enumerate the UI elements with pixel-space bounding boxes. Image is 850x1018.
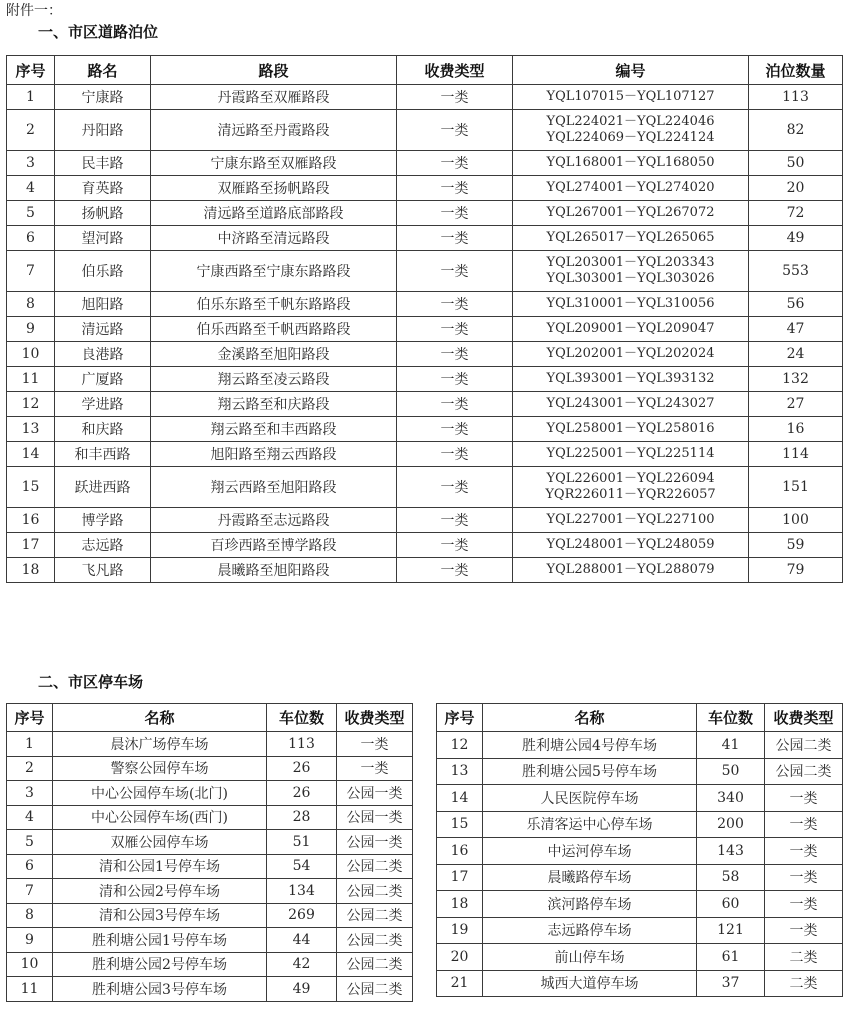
header-spaces: 车位数 <box>697 704 765 732</box>
header-spaces: 车位数 <box>267 704 337 732</box>
road-segment: 翔云路至和庆路段 <box>151 392 397 417</box>
fee-type: 一类 <box>765 785 843 812</box>
row-number: 4 <box>7 805 53 830</box>
row-number: 2 <box>7 110 55 151</box>
road-segment: 晨曦路至旭阳路段 <box>151 558 397 583</box>
road-segment: 翔云西路至旭阳路段 <box>151 467 397 508</box>
code-line: YQL107015－YQL107127 <box>546 89 715 104</box>
lot-name: 胜利塘公园2号停车场 <box>53 952 267 977</box>
road-name: 良港路 <box>55 342 151 367</box>
header-count: 泊位数量 <box>749 56 843 85</box>
row-number: 15 <box>437 811 483 838</box>
row-number: 19 <box>437 917 483 944</box>
parking-code-range <box>513 467 749 508</box>
parking-code-range <box>513 292 749 317</box>
row-number: 17 <box>7 533 55 558</box>
lot-name: 警察公园停车场 <box>53 756 267 781</box>
parking-code-range <box>513 226 749 251</box>
row-number: 3 <box>7 151 55 176</box>
road-parking-table <box>6 55 843 583</box>
code-line: YQL225001－YQL225114 <box>546 446 715 461</box>
parking-code-range <box>513 251 749 292</box>
lot-name: 中心公园停车场(西门) <box>53 805 267 830</box>
header-no: 序号 <box>7 56 55 85</box>
fee-type: 公园一类 <box>337 805 413 830</box>
fee-type: 一类 <box>397 317 513 342</box>
header-no: 序号 <box>7 704 53 732</box>
attachment-label: 附件一： <box>6 3 62 19</box>
code-line: YQL203001－YQL203343 <box>546 255 715 270</box>
road-name: 清远路 <box>55 317 151 342</box>
space-count: 49 <box>749 226 843 251</box>
code-line: YQL265017－YQL265065 <box>546 230 715 245</box>
road-section-title: 一、市区道路泊位 <box>38 23 159 41</box>
parking-code-range <box>513 508 749 533</box>
road-name: 育英路 <box>55 176 151 201</box>
fee-type: 公园一类 <box>337 830 413 855</box>
code-line: YQL168001－YQL168050 <box>546 155 715 170</box>
road-segment: 旭阳路至翔云西路段 <box>151 442 397 467</box>
table-row <box>7 367 843 392</box>
space-count: 24 <box>749 342 843 367</box>
lot-name: 晨曦路停车场 <box>483 864 697 891</box>
lot-name: 清和公园3号停车场 <box>53 903 267 928</box>
code-line: YQL224021－YQL224046 <box>546 114 715 129</box>
row-number: 12 <box>437 732 483 759</box>
space-count: 37 <box>697 970 765 997</box>
space-count: 134 <box>267 879 337 904</box>
space-count: 132 <box>749 367 843 392</box>
road-segment: 中济路至清远路段 <box>151 226 397 251</box>
header-name: 名称 <box>53 704 267 732</box>
space-count: 340 <box>697 785 765 812</box>
row-number: 3 <box>7 781 53 806</box>
code-line: YQR226011－YQR226057 <box>545 487 716 502</box>
space-count: 54 <box>267 854 337 879</box>
space-count: 26 <box>267 781 337 806</box>
lot-name: 中心公园停车场(北门) <box>53 781 267 806</box>
row-number: 12 <box>7 392 55 417</box>
row-number: 2 <box>7 756 53 781</box>
space-count: 72 <box>749 201 843 226</box>
code-line: YQL310001－YQL310056 <box>546 296 715 311</box>
row-number: 17 <box>437 864 483 891</box>
table-row <box>7 417 843 442</box>
lot-name: 城西大道停车场 <box>483 970 697 997</box>
road-segment: 百珍西路至博学路段 <box>151 533 397 558</box>
row-number: 7 <box>7 251 55 292</box>
code-line: YQL274001－YQL274020 <box>546 180 715 195</box>
row-number: 8 <box>7 292 55 317</box>
header-no: 序号 <box>437 704 483 732</box>
road-segment: 丹霞路至双雁路段 <box>151 85 397 110</box>
fee-type: 一类 <box>397 508 513 533</box>
fee-type: 公园二类 <box>765 732 843 759</box>
space-count: 114 <box>749 442 843 467</box>
fee-type: 一类 <box>397 151 513 176</box>
row-number: 5 <box>7 830 53 855</box>
lot-name: 滨河路停车场 <box>483 891 697 918</box>
table-row <box>7 292 843 317</box>
fee-type: 公园二类 <box>337 928 413 953</box>
table-row <box>7 85 843 110</box>
lot-name: 志远路停车场 <box>483 917 697 944</box>
lot-section-title: 二、市区停车场 <box>38 673 144 691</box>
table-row <box>7 952 413 977</box>
table-row <box>7 201 843 226</box>
row-number: 13 <box>437 758 483 785</box>
code-line: YQL288001－YQL288079 <box>546 562 715 577</box>
row-number: 11 <box>7 367 55 392</box>
road-name: 志远路 <box>55 533 151 558</box>
fee-type: 一类 <box>765 891 843 918</box>
fee-type: 一类 <box>765 838 843 865</box>
road-segment: 宁康西路至宁康东路路段 <box>151 251 397 292</box>
parking-code-range <box>513 317 749 342</box>
space-count: 151 <box>749 467 843 508</box>
space-count: 27 <box>749 392 843 417</box>
table-row <box>7 151 843 176</box>
space-count: 42 <box>267 952 337 977</box>
fee-type: 一类 <box>397 417 513 442</box>
table-row <box>7 467 843 508</box>
parking-lot-table-left <box>6 703 413 1002</box>
table-row <box>7 533 843 558</box>
lot-name: 胜利塘公园4号停车场 <box>483 732 697 759</box>
table-row <box>7 756 413 781</box>
fee-type: 一类 <box>397 85 513 110</box>
row-number: 5 <box>7 201 55 226</box>
parking-code-range <box>513 176 749 201</box>
row-number: 14 <box>7 442 55 467</box>
space-count: 58 <box>697 864 765 891</box>
table-row <box>7 176 843 201</box>
fee-type: 二类 <box>765 944 843 971</box>
lot-name: 乐清客运中心停车场 <box>483 811 697 838</box>
fee-type: 一类 <box>765 864 843 891</box>
lot-name: 晨沐广场停车场 <box>53 732 267 757</box>
parking-code-range <box>513 367 749 392</box>
space-count: 47 <box>749 317 843 342</box>
table-row <box>7 781 413 806</box>
road-segment: 翔云路至和丰西路段 <box>151 417 397 442</box>
space-count: 113 <box>267 732 337 757</box>
row-number: 21 <box>437 970 483 997</box>
road-name: 和丰西路 <box>55 442 151 467</box>
row-number: 20 <box>437 944 483 971</box>
fee-type: 公园二类 <box>337 879 413 904</box>
space-count: 61 <box>697 944 765 971</box>
space-count: 100 <box>749 508 843 533</box>
fee-type: 一类 <box>397 342 513 367</box>
code-line: YQL243001－YQL243027 <box>546 396 715 411</box>
table-row <box>7 442 843 467</box>
fee-type: 一类 <box>337 732 413 757</box>
row-number: 10 <box>7 342 55 367</box>
row-number: 16 <box>437 838 483 865</box>
space-count: 79 <box>749 558 843 583</box>
fee-type: 二类 <box>765 970 843 997</box>
road-segment: 清远路至道路底部路段 <box>151 201 397 226</box>
road-name: 扬帆路 <box>55 201 151 226</box>
row-number: 18 <box>7 558 55 583</box>
table-row <box>437 838 843 865</box>
space-count: 20 <box>749 176 843 201</box>
header-fee-type: 收费类型 <box>397 56 513 85</box>
fee-type: 一类 <box>397 292 513 317</box>
row-number: 18 <box>437 891 483 918</box>
table-row <box>7 879 413 904</box>
parking-code-range <box>513 342 749 367</box>
road-name: 学进路 <box>55 392 151 417</box>
table-row <box>7 977 413 1002</box>
space-count: 50 <box>697 758 765 785</box>
lot-name: 清和公园1号停车场 <box>53 854 267 879</box>
parking-code-range <box>513 151 749 176</box>
table-row <box>7 854 413 879</box>
lot-name: 人民医院停车场 <box>483 785 697 812</box>
road-table-header <box>7 56 843 85</box>
fee-type: 一类 <box>397 533 513 558</box>
road-name: 旭阳路 <box>55 292 151 317</box>
fee-type: 公园二类 <box>337 903 413 928</box>
table-row <box>437 970 843 997</box>
space-count: 56 <box>749 292 843 317</box>
table-row <box>7 903 413 928</box>
row-number: 10 <box>7 952 53 977</box>
fee-type: 一类 <box>397 176 513 201</box>
code-line: YQL202001－YQL202024 <box>546 346 715 361</box>
code-line: YQL267001－YQL267072 <box>546 205 715 220</box>
road-segment: 伯乐西路至千帆西路路段 <box>151 317 397 342</box>
code-line: YQL258001－YQL258016 <box>546 421 715 436</box>
table-row <box>437 944 843 971</box>
space-count: 82 <box>749 110 843 151</box>
header-fee-type: 收费类型 <box>337 704 413 732</box>
space-count: 51 <box>267 830 337 855</box>
road-name: 丹阳路 <box>55 110 151 151</box>
road-name: 民丰路 <box>55 151 151 176</box>
parking-code-range <box>513 442 749 467</box>
table-row <box>7 805 413 830</box>
space-count: 44 <box>267 928 337 953</box>
table-row <box>7 342 843 367</box>
space-count: 60 <box>697 891 765 918</box>
fee-type: 一类 <box>397 251 513 292</box>
row-number: 9 <box>7 317 55 342</box>
road-name: 伯乐路 <box>55 251 151 292</box>
road-segment: 双雁路至扬帆路段 <box>151 176 397 201</box>
header-segment: 路段 <box>151 56 397 85</box>
road-segment: 清远路至丹霞路段 <box>151 110 397 151</box>
lot-name: 胜利塘公园3号停车场 <box>53 977 267 1002</box>
road-name: 广厦路 <box>55 367 151 392</box>
lot-name: 前山停车场 <box>483 944 697 971</box>
space-count: 26 <box>267 756 337 781</box>
fee-type: 一类 <box>397 367 513 392</box>
space-count: 553 <box>749 251 843 292</box>
header-code: 编号 <box>513 56 749 85</box>
lot-name: 清和公园2号停车场 <box>53 879 267 904</box>
row-number: 1 <box>7 85 55 110</box>
parking-code-range <box>513 110 749 151</box>
table-row <box>437 785 843 812</box>
parking-code-range <box>513 417 749 442</box>
table-row <box>7 830 413 855</box>
space-count: 49 <box>267 977 337 1002</box>
parking-code-range <box>513 201 749 226</box>
space-count: 28 <box>267 805 337 830</box>
fee-type: 一类 <box>397 110 513 151</box>
road-name: 望河路 <box>55 226 151 251</box>
fee-type: 公园二类 <box>337 952 413 977</box>
lot-table-header <box>437 704 843 732</box>
space-count: 200 <box>697 811 765 838</box>
fee-type: 一类 <box>397 442 513 467</box>
road-name: 跃进西路 <box>55 467 151 508</box>
code-line: YQL248001－YQL248059 <box>546 537 715 552</box>
fee-type: 一类 <box>397 467 513 508</box>
fee-type: 公园一类 <box>337 781 413 806</box>
code-line: YQL393001－YQL393132 <box>546 371 715 386</box>
fee-type: 一类 <box>397 392 513 417</box>
row-number: 1 <box>7 732 53 757</box>
space-count: 113 <box>749 85 843 110</box>
code-line: YQL226001－YQL226094 <box>546 471 715 486</box>
header-name: 名称 <box>483 704 697 732</box>
table-row <box>437 917 843 944</box>
row-number: 13 <box>7 417 55 442</box>
road-name: 宁康路 <box>55 85 151 110</box>
table-row <box>7 732 413 757</box>
row-number: 14 <box>437 785 483 812</box>
row-number: 8 <box>7 903 53 928</box>
parking-lot-table-right <box>436 703 843 997</box>
parking-code-range <box>513 533 749 558</box>
row-number: 9 <box>7 928 53 953</box>
table-row <box>7 226 843 251</box>
parking-code-range <box>513 558 749 583</box>
fee-type: 一类 <box>765 811 843 838</box>
fee-type: 公园二类 <box>337 977 413 1002</box>
fee-type: 一类 <box>765 917 843 944</box>
road-name: 和庆路 <box>55 417 151 442</box>
table-row <box>7 928 413 953</box>
row-number: 7 <box>7 879 53 904</box>
fee-type: 一类 <box>397 558 513 583</box>
table-row <box>7 508 843 533</box>
table-row <box>7 558 843 583</box>
fee-type: 公园二类 <box>765 758 843 785</box>
code-line: YQL224069－YQL224124 <box>546 130 715 145</box>
parking-code-range <box>513 392 749 417</box>
table-row <box>437 864 843 891</box>
road-segment: 金溪路至旭阳路段 <box>151 342 397 367</box>
table-row <box>437 732 843 759</box>
road-segment: 丹霞路至志远路段 <box>151 508 397 533</box>
code-line: YQL303001－YQL303026 <box>546 271 715 286</box>
row-number: 16 <box>7 508 55 533</box>
road-segment: 翔云路至凌云路段 <box>151 367 397 392</box>
space-count: 59 <box>749 533 843 558</box>
lot-table-header <box>7 704 413 732</box>
lot-name: 中运河停车场 <box>483 838 697 865</box>
table-row <box>7 392 843 417</box>
lot-name: 胜利塘公园1号停车场 <box>53 928 267 953</box>
row-number: 15 <box>7 467 55 508</box>
parking-code-range <box>513 85 749 110</box>
lot-name: 双雁公园停车场 <box>53 830 267 855</box>
table-row <box>7 110 843 151</box>
row-number: 6 <box>7 854 53 879</box>
road-segment: 伯乐东路至千帆东路路段 <box>151 292 397 317</box>
fee-type: 公园二类 <box>337 854 413 879</box>
code-line: YQL209001－YQL209047 <box>546 321 715 336</box>
road-name: 博学路 <box>55 508 151 533</box>
space-count: 50 <box>749 151 843 176</box>
table-row <box>437 758 843 785</box>
lot-name: 胜利塘公园5号停车场 <box>483 758 697 785</box>
table-row <box>437 891 843 918</box>
table-row <box>437 811 843 838</box>
fee-type: 一类 <box>337 756 413 781</box>
space-count: 121 <box>697 917 765 944</box>
space-count: 41 <box>697 732 765 759</box>
table-row <box>7 317 843 342</box>
road-segment: 宁康东路至双雁路段 <box>151 151 397 176</box>
table-row <box>7 251 843 292</box>
header-fee-type: 收费类型 <box>765 704 843 732</box>
space-count: 269 <box>267 903 337 928</box>
code-line: YQL227001－YQL227100 <box>546 512 715 527</box>
row-number: 4 <box>7 176 55 201</box>
fee-type: 一类 <box>397 226 513 251</box>
fee-type: 一类 <box>397 201 513 226</box>
space-count: 16 <box>749 417 843 442</box>
row-number: 6 <box>7 226 55 251</box>
header-road: 路名 <box>55 56 151 85</box>
row-number: 11 <box>7 977 53 1002</box>
road-name: 飞凡路 <box>55 558 151 583</box>
space-count: 143 <box>697 838 765 865</box>
